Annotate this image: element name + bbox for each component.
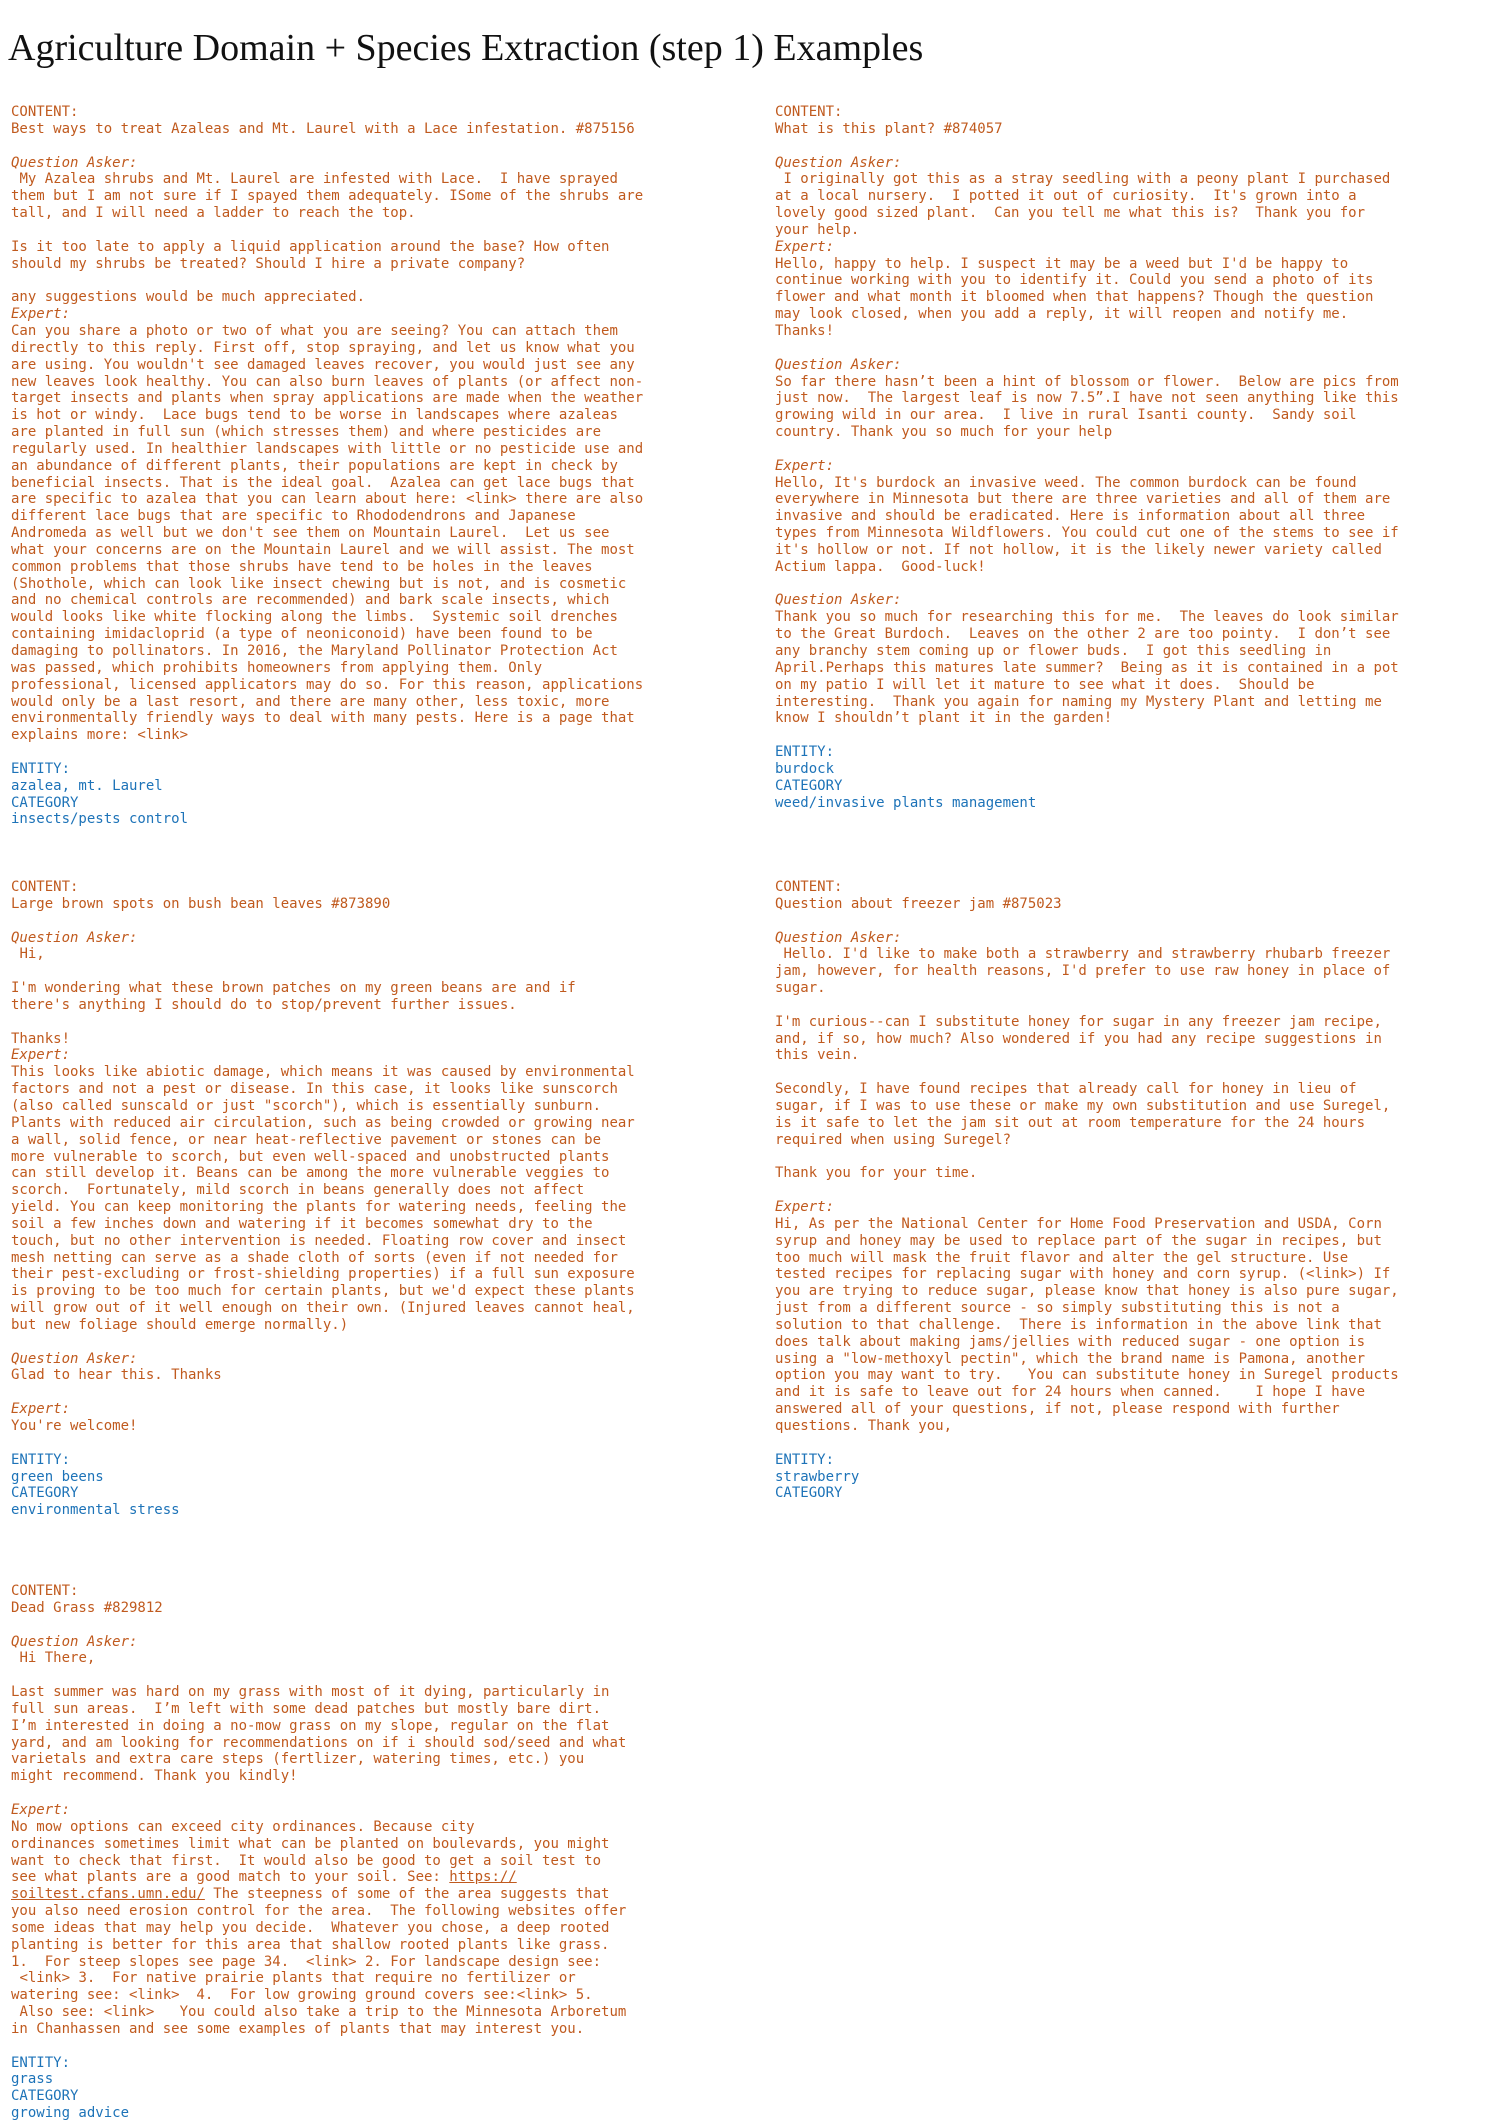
content-title: What is this plant? #874057 [775,120,1003,137]
entity-value: strawberry [775,1468,860,1485]
spacer [775,997,1475,1014]
spacer [11,1014,711,1031]
expert-message: No mow options can exceed city ordinances. Because city ordinances sometimes limit what can be planted on boulevards, you might want to check that first. It would also be good to get a soil test to see what plants are a good match to your soil. See: https:// soiltest.cfans.umn.edu/ The steepness of some of the area suggests that you also need erosion control for the area. The following websites offer some ideas that may help you decide. Whatever you chose, a deep rooted planting is better for this area that shallow rooted plants like grass. 1. For steep slopes see page 34. <link> 2. For landscape design see: <link> 3. For native prairie plants that require no fertilizer or watering see: <link> 4. For low growing ground covers see:<link> 5. Also see: <link> You could also take a trip to the Minnesota Arboretum in Chanhassen and see some examples of plants that may interest you. [11,1818,627,2037]
content-title: Dead Grass #829812 [11,1599,163,1616]
example-card [11,104,711,828]
category-value: insects/pests control [11,811,189,828]
asker-message: Thank you so much for researching this for me. The leaves do look similar to the Great Burdoch. Leaves on the other 2 are too pointy. I don’t see any branchy stem coming up or flower buds. I got this seedling in April.Perhaps this matures late summer? Being as it is contained in a pot on my patio I will let it mature to see what it does. Should be interesting. Thank you again for naming my Mystery Plant and letting me know I shouldn’t plant it in the garden! [775,609,1399,727]
category-label: CATEGORY [11,1485,79,1502]
entity-value: azalea, mt. Laurel [11,777,163,794]
asker-message: So far there hasn’t been a hint of blossom or flower. Below are pics from just now. The largest leaf is now 7.5”.I have not seen anything like this growing wild in our area. I live in rural Isanti county. Sandy soil country. Thank you so much for your help [775,373,1399,441]
spacer [775,441,1475,458]
spacer [11,222,711,239]
example-card [11,1583,711,2122]
entity-label: ENTITY: [11,760,71,777]
expert-label: Expert: [775,1199,835,1216]
asker-label: Question Asker: [775,929,902,946]
asker-message: Is it too late to apply a liquid application around the base? How often should my shrubs be treated? Should I hire a private company? [11,238,610,272]
expert-label: Expert: [11,306,71,323]
spacer [775,1182,1475,1199]
asker-label: Question Asker: [775,356,902,373]
spacer [11,913,711,930]
expert-label: Expert: [11,1401,71,1418]
spacer [775,727,1475,744]
asker-message: My Azalea shrubs and Mt. Laurel are infested with Lace. I have sprayed them but I am not sure if I spayed them adequately. ISome of the shrubs are tall, and I will need a ladder to reach the top. [11,171,644,222]
spacer [11,963,711,980]
spacer [11,1435,711,1452]
example-card [775,879,1475,1502]
expert-label: Expert: [11,1047,71,1064]
expert-label: Expert: [11,1801,71,1818]
entity-label: ENTITY: [775,744,835,761]
spacer [11,1384,711,1401]
category-value: growing advice [11,2105,130,2122]
entity-label: ENTITY: [11,1451,71,1468]
spacer [11,1667,711,1684]
asker-label: Question Asker: [775,592,902,609]
spacer [775,138,1475,155]
content-label: CONTENT: [775,879,843,895]
asker-message: Secondly, I have found recipes that already call for honey in lieu of sugar, if I was to use these or make my own substitution and use Suregel, is it safe to let the jam sit out at room temperature for the 24 hours required when using Suregel? [775,1081,1391,1148]
content-label: CONTENT: [11,879,79,895]
category-label: CATEGORY [11,794,79,811]
category-label: CATEGORY [775,777,843,794]
expert-message: Hello, It's burdock an invasive weed. The common burdock can be found everywhere in Minnesota but there are three varieties and all of them are invasive and should be eradicated. Here is information about all three types from Minnesota Wildflowers. You could cut one of the stems to see if it's hollow or not. If not hollow, it is the likely newer variety called Actium lappa. Good-luck! [775,474,1399,575]
spacer [11,744,711,761]
entity-value: burdock [775,760,835,777]
asker-label: Question Asker: [11,929,138,946]
spacer [11,1334,711,1351]
asker-message: I'm curious--can I substitute honey for sugar in any freezer jam recipe, and, if so, how much? Also wondered if you had any recipe suggestions in this vein. [775,1013,1382,1064]
content-label: CONTENT: [775,104,843,120]
spacer [11,1785,711,1802]
asker-label: Question Asker: [11,1633,138,1650]
category-label: CATEGORY [775,1485,843,1502]
asker-label: Question Asker: [11,1350,138,1367]
asker-message: Thanks! [11,1030,71,1047]
asker-message: any suggestions would be much appreciated. [11,289,366,306]
spacer [11,138,711,155]
soil-test-link[interactable]: https:// soiltest.cfans.umn.edu/ [11,1869,517,1903]
asker-message: Last summer was hard on my grass with most of it dying, particularly in full sun areas. I’m left with some dead patches but mostly bare dirt. I’m interested in doing a no-mow grass on my slope, regular on the flat yard, and am looking for recommendations on if i should sod/seed and what varietals and extra care steps (fertlizer, watering times, etc.) you might recommend. Thank you kindly! [11,1684,627,1785]
expert-message: You're welcome! [11,1418,138,1434]
expert-label: Expert: [775,238,835,255]
spacer [11,272,711,289]
asker-message: Hi There, [11,1650,96,1667]
asker-message: Hi, [11,946,45,963]
content-label: CONTENT: [11,1583,79,1599]
example-card [775,104,1475,811]
asker-label: Question Asker: [11,154,138,171]
entity-value: green beens [11,1468,104,1485]
expert-message: Hello, happy to help. I suspect it may be a weed but I'd be happy to continue working with you to identify it. Could you send a photo of its flower and what month it bloomed when that happens? Though the question may look closed, when you add a reply, it will reopen and notify me. Thanks! [775,255,1374,339]
spacer [775,576,1475,593]
content-title: Large brown spots on bush bean leaves #873890 [11,895,391,912]
expert-message: Can you share a photo or two of what you are seeing? You can attach them directly to this reply. First off, stop spraying, and let us know what you are using. You wouldn't see damaged leaves recover, you would just see any new leaves look healthy. You can also burn leaves of plants (or affect non- target insects and plants when spray applications are made when the weather is hot or windy. Lace bugs tend to be worse in landscapes where azaleas are planted in full sun (which stresses them) and where pesticides are regularly used. In healthier landscapes with little or no pesticide use and an abundance of different plants, their populations are kept in check by beneficial insects. That is the ideal goal. Azalea can get lace bugs that are specific to azalea that you can learn about here: <link> there are also different lace bugs that are specific to Rhododendrons and Japanese Andromeda as well but we don't see them on Mountain Laurel. Let us see what your concerns are on the Mountain Laurel and we will assist. The most common problems that those shrubs have tend to be holes in the leaves (Shothole, which can look like insect chewing but is not, and is cosmetic and no chemical controls are recommended) and bark scale insects, which would looks like white flocking along the limbs. Systemic soil drenches containing imidacloprid (a type of neoniconoid) have been found to be damaging to pollinators. In 2016, the Maryland Pollinator Protection Act was passed, which prohibits homeowners from applying them. Only professional, licensed applicators may do so. For this reason, applications would only be a last resort, and there are many other, less toxic, more environmentally friendly ways to deal with many pests. Here is a page that explains more: <link> [11,322,644,744]
asker-message: Thank you for your time. [775,1165,978,1182]
spacer [775,913,1475,930]
spacer [11,1617,711,1634]
entity-label: ENTITY: [11,2054,71,2071]
asker-message: Glad to hear this. Thanks [11,1367,222,1384]
spacer [775,340,1475,357]
asker-label: Question Asker: [775,154,902,171]
entity-label: ENTITY: [775,1451,835,1468]
spacer [775,1435,1475,1452]
page-title: Agriculture Domain + Species Extraction (step 1) Examples [8,27,924,69]
asker-message: I'm wondering what these brown patches on my green beans are and if there's anything I should do to stop/prevent further issues. [11,980,576,1013]
category-value: weed/invasive plants management [775,794,1037,811]
asker-message: Hello. I'd like to make both a strawberry and strawberry rhubarb freezer jam, however, for health reasons, I'd prefer to use raw honey in place of sugar. [775,946,1391,997]
expert-message: This looks like abiotic damage, which means it was caused by environmental factors and not a pest or disease. In this case, it looks like sunscorch (also called sunscald or just "scorch"), which is essentially sunburn. Plants with reduced air circulation, such as being crowded or growing near a wall, solid fence, or near heat-reflective pavement or stones can be more vulnerable to scorch, but even well-spaced and unobstructed plants can still develop it. Beans can be among the more vulnerable veggies to scorch. Fortunately, mild scorch in beans generally does not affect yield. You can keep monitoring the plants for watering needs, feeling the soil a few inches down and watering if it becomes somewhat dry to the touch, but no other intervention is needed. Floating row cover and insect mesh netting can serve as a shade cloth of sorts (even if not needed for their pest-excluding or frost-shielding properties) if a full sun exposure is proving to be too much for certain plants, but we'd expect these plants will grow out of it well enough on their own. (Injured leaves cannot heal, but new foliage should emerge normally.) [11,1064,635,1333]
spacer [11,2038,711,2055]
category-label: CATEGORY [11,2088,79,2105]
example-card [11,879,711,1519]
spacer [775,1149,1475,1166]
content-label: CONTENT: [11,104,79,120]
expert-message: Hi, As per the National Center for Home Food Preservation and USDA, Corn syrup and honey may be used to replace part of the sugar in recipes, but too much will mask the fruit flavor and alter the gel structure. Use tested recipes for replacing sugar with honey and corn syrup. (<link>) If you are trying to reduce sugar, please know that honey is also pure sugar, just from a different source - so simply substituting this is not a solution to that challenge. There is information in the above link that does talk about making jams/jellies with reduced sugar - one option is using a "low-methoxyl pectin", which the brand name is Pamona, another option you may want to try. You can substitute honey in Suregel products and it is safe to leave out for 24 hours when canned. I hope I have answered all of your questions, if not, please respond with further questions. Thank you, [775,1215,1399,1434]
category-value: environmental stress [11,1502,180,1519]
content-title: Best ways to treat Azaleas and Mt. Laurel with a Lace infestation. #875156 [11,120,635,137]
asker-message: I originally got this as a stray seedling with a peony plant I purchased at a local nursery. I potted it out of curiosity. It's grown into a lovely good sized plant. Can you tell me what this is? Thank you for your help. [775,171,1391,238]
spacer [775,1064,1475,1081]
expert-label: Expert: [775,457,835,474]
entity-value: grass [11,2071,54,2088]
content-title: Question about freezer jam #875023 [775,895,1062,912]
